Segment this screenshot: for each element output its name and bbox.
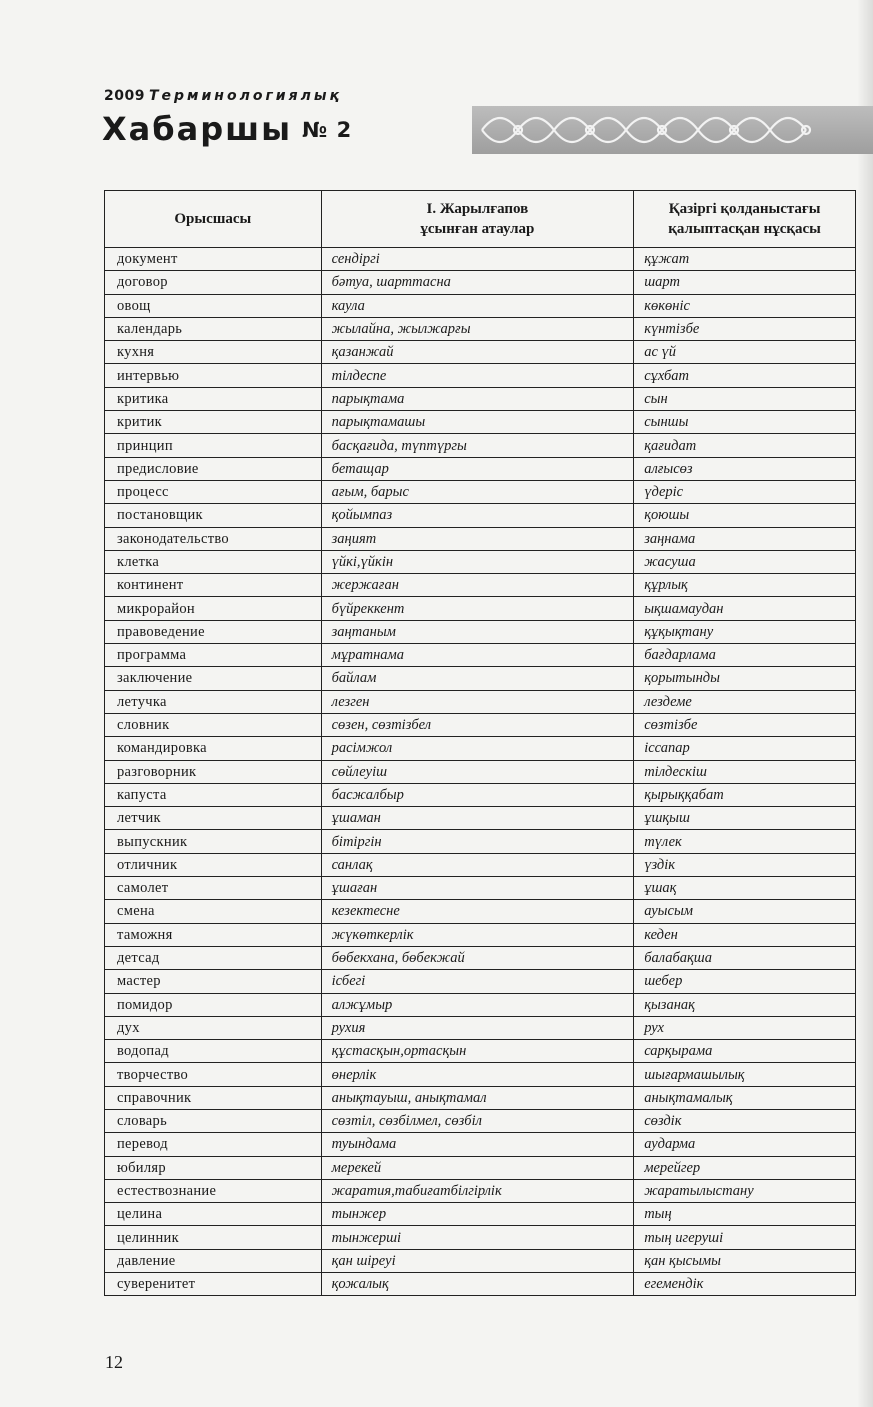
cell-current-term: анықтамалық: [634, 1086, 856, 1109]
table-row: [105, 900, 856, 923]
cell-proposed-term: бөбекхана, бөбекжай: [321, 946, 634, 969]
cell-proposed-term: қожалық: [321, 1273, 634, 1296]
cell-proposed-term: ағым, барыс: [321, 480, 634, 503]
cell-current-term: күнтізбе: [634, 317, 856, 340]
cell-russian-term: правоведение: [105, 620, 322, 643]
cell-proposed-term: мерекей: [321, 1156, 634, 1179]
table-row: [105, 550, 856, 573]
cell-russian-term: творчество: [105, 1063, 322, 1086]
cell-proposed-term: заңтаным: [321, 620, 634, 643]
cell-russian-term: словарь: [105, 1109, 322, 1132]
journal-title-text: Хабаршы: [102, 110, 293, 148]
cell-russian-term: критика: [105, 387, 322, 410]
table-row: [105, 760, 856, 783]
cell-proposed-term: сөзен, сөзтізбел: [321, 713, 634, 736]
cell-russian-term: летчик: [105, 807, 322, 830]
table-row: [105, 248, 856, 271]
cell-current-term: қорытынды: [634, 667, 856, 690]
table-header-row: [105, 191, 856, 248]
table-row: [105, 1273, 856, 1296]
cell-russian-term: кухня: [105, 341, 322, 364]
cell-russian-term: постановщик: [105, 504, 322, 527]
cell-russian-term: командировка: [105, 737, 322, 760]
cell-current-term: ас үй: [634, 341, 856, 364]
table-row: [105, 317, 856, 340]
table-row: [105, 830, 856, 853]
cell-proposed-term: санлақ: [321, 853, 634, 876]
cell-russian-term: континент: [105, 574, 322, 597]
cell-russian-term: овощ: [105, 294, 322, 317]
table-row: [105, 1016, 856, 1039]
cell-current-term: тың: [634, 1203, 856, 1226]
cell-proposed-term: сөйлеуіш: [321, 760, 634, 783]
cell-russian-term: микрорайон: [105, 597, 322, 620]
header-year: 2009: [104, 88, 145, 104]
cell-russian-term: суверенитет: [105, 1273, 322, 1296]
journal-title: [102, 110, 352, 148]
cell-russian-term: интервью: [105, 364, 322, 387]
cell-current-term: ауысым: [634, 900, 856, 923]
cell-proposed-term: ұшаған: [321, 877, 634, 900]
cell-russian-term: законодательство: [105, 527, 322, 550]
table-row: [105, 946, 856, 969]
cell-proposed-term: құстасқын,ортасқын: [321, 1040, 634, 1063]
cell-proposed-term: бітіргін: [321, 830, 634, 853]
cell-russian-term: естествознание: [105, 1179, 322, 1202]
cell-current-term: заңнама: [634, 527, 856, 550]
cell-proposed-term: қан шіреуі: [321, 1249, 634, 1272]
cell-current-term: шарт: [634, 271, 856, 294]
cell-current-term: қоюшы: [634, 504, 856, 527]
table-row: [105, 667, 856, 690]
cell-russian-term: водопад: [105, 1040, 322, 1063]
cell-current-term: ұшақ: [634, 877, 856, 900]
cell-russian-term: дух: [105, 1016, 322, 1039]
table-row: [105, 690, 856, 713]
cell-proposed-term: парықтама: [321, 387, 634, 410]
table-row: [105, 480, 856, 503]
cell-proposed-term: тынжерші: [321, 1226, 634, 1249]
cell-current-term: үдеріс: [634, 480, 856, 503]
cell-current-term: жасуша: [634, 550, 856, 573]
table-row: [105, 1133, 856, 1156]
cell-russian-term: капуста: [105, 783, 322, 806]
table-row: [105, 1063, 856, 1086]
table-row: [105, 1179, 856, 1202]
cell-proposed-term: бетащар: [321, 457, 634, 480]
table-row: [105, 993, 856, 1016]
cell-current-term: сын: [634, 387, 856, 410]
cell-russian-term: перевод: [105, 1133, 322, 1156]
table-row: [105, 620, 856, 643]
table-row: [105, 1086, 856, 1109]
table-row: [105, 737, 856, 760]
cell-current-term: қан қысымы: [634, 1249, 856, 1272]
table-row: [105, 923, 856, 946]
table-row: [105, 644, 856, 667]
cell-current-term: тілдескіш: [634, 760, 856, 783]
cell-current-term: шебер: [634, 970, 856, 993]
cell-current-term: сөздік: [634, 1109, 856, 1132]
cell-russian-term: клетка: [105, 550, 322, 573]
cell-russian-term: целинник: [105, 1226, 322, 1249]
cell-proposed-term: сөзтіл, сөзбілмел, сөзбіл: [321, 1109, 634, 1132]
cell-proposed-term: расімжол: [321, 737, 634, 760]
table-row: [105, 1040, 856, 1063]
cell-proposed-term: бүйреккент: [321, 597, 634, 620]
table-row: [105, 970, 856, 993]
cell-proposed-term: алжұмыр: [321, 993, 634, 1016]
cell-current-term: жаратылыстану: [634, 1179, 856, 1202]
cell-proposed-term: ұшаман: [321, 807, 634, 830]
table-row: [105, 364, 856, 387]
cell-current-term: шығармашылық: [634, 1063, 856, 1086]
header-current: Қазіргі қолданыстағы қалыптасқан нұсқасы: [634, 191, 856, 248]
cell-proposed-term: тілдеспе: [321, 364, 634, 387]
table-row: [105, 1156, 856, 1179]
cell-current-term: лездеме: [634, 690, 856, 713]
cell-russian-term: самолет: [105, 877, 322, 900]
table-row: [105, 411, 856, 434]
table-row: [105, 341, 856, 364]
cell-russian-term: выпускник: [105, 830, 322, 853]
cell-russian-term: процесс: [105, 480, 322, 503]
table-row: [105, 597, 856, 620]
cell-current-term: бағдарлама: [634, 644, 856, 667]
cell-russian-term: отличник: [105, 853, 322, 876]
cell-russian-term: справочник: [105, 1086, 322, 1109]
cell-russian-term: юбиляр: [105, 1156, 322, 1179]
ornament-pattern-icon: [472, 106, 873, 154]
cell-russian-term: календарь: [105, 317, 322, 340]
cell-proposed-term: қойымпаз: [321, 504, 634, 527]
table-row: [105, 387, 856, 410]
cell-proposed-term: заңият: [321, 527, 634, 550]
cell-current-term: қырыққабат: [634, 783, 856, 806]
cell-russian-term: детсад: [105, 946, 322, 969]
table-row: [105, 807, 856, 830]
cell-proposed-term: басқағида, түптүргы: [321, 434, 634, 457]
cell-russian-term: разговорник: [105, 760, 322, 783]
cell-current-term: рух: [634, 1016, 856, 1039]
cell-russian-term: предисловие: [105, 457, 322, 480]
cell-current-term: мерейгер: [634, 1156, 856, 1179]
table-row: [105, 877, 856, 900]
cell-current-term: ұшқыш: [634, 807, 856, 830]
cell-current-term: құқықтану: [634, 620, 856, 643]
cell-russian-term: принцип: [105, 434, 322, 457]
cell-current-term: егемендік: [634, 1273, 856, 1296]
cell-proposed-term: тынжер: [321, 1203, 634, 1226]
cell-proposed-term: жылайна, жылжарғы: [321, 317, 634, 340]
cell-proposed-term: лезген: [321, 690, 634, 713]
table-row: [105, 1203, 856, 1226]
table-row: [105, 271, 856, 294]
cell-proposed-term: қазанжай: [321, 341, 634, 364]
cell-proposed-term: бәтуа, шарттасна: [321, 271, 634, 294]
header-magazine-name: Терминологиялық: [148, 88, 342, 104]
cell-proposed-term: байлам: [321, 667, 634, 690]
cell-current-term: құжат: [634, 248, 856, 271]
cell-current-term: кеден: [634, 923, 856, 946]
cell-proposed-term: каула: [321, 294, 634, 317]
cell-proposed-term: парықтамашы: [321, 411, 634, 434]
cell-proposed-term: жержаған: [321, 574, 634, 597]
cell-current-term: үздік: [634, 853, 856, 876]
page-number: 12: [105, 1352, 123, 1372]
cell-current-term: құрлық: [634, 574, 856, 597]
cell-russian-term: словник: [105, 713, 322, 736]
table-row: [105, 294, 856, 317]
table-row: [105, 1226, 856, 1249]
cell-current-term: алғысөз: [634, 457, 856, 480]
cell-russian-term: программа: [105, 644, 322, 667]
table-row: [105, 1249, 856, 1272]
cell-russian-term: таможня: [105, 923, 322, 946]
cell-russian-term: заключение: [105, 667, 322, 690]
cell-proposed-term: кезектесне: [321, 900, 634, 923]
cell-russian-term: целина: [105, 1203, 322, 1226]
cell-proposed-term: жүкөткерлік: [321, 923, 634, 946]
cell-russian-term: помидор: [105, 993, 322, 1016]
cell-russian-term: документ: [105, 248, 322, 271]
cell-current-term: ықшамаудан: [634, 597, 856, 620]
cell-russian-term: смена: [105, 900, 322, 923]
cell-current-term: аударма: [634, 1133, 856, 1156]
cell-current-term: көкөніс: [634, 294, 856, 317]
table-row: [105, 434, 856, 457]
page-edge-shadow: [857, 0, 873, 1407]
cell-proposed-term: туындама: [321, 1133, 634, 1156]
cell-current-term: іссапар: [634, 737, 856, 760]
cell-proposed-term: үйкі,үйкін: [321, 550, 634, 573]
cell-current-term: тың игеруші: [634, 1226, 856, 1249]
cell-russian-term: мастер: [105, 970, 322, 993]
cell-russian-term: летучка: [105, 690, 322, 713]
cell-proposed-term: сендіргі: [321, 248, 634, 271]
table-row: [105, 853, 856, 876]
cell-current-term: түлек: [634, 830, 856, 853]
table-row: [105, 783, 856, 806]
running-header: [104, 88, 342, 104]
cell-russian-term: договор: [105, 271, 322, 294]
cell-proposed-term: жаратия,табиғатбілгірлік: [321, 1179, 634, 1202]
cell-current-term: балабақша: [634, 946, 856, 969]
cell-current-term: қызанақ: [634, 993, 856, 1016]
cell-proposed-term: мұратнама: [321, 644, 634, 667]
table-row: [105, 527, 856, 550]
cell-current-term: қағидат: [634, 434, 856, 457]
cell-proposed-term: рухия: [321, 1016, 634, 1039]
cell-current-term: сұхбат: [634, 364, 856, 387]
issue-number: № 2: [302, 118, 353, 142]
terminology-table: [104, 190, 856, 1296]
table-row: [105, 574, 856, 597]
cell-proposed-term: өнерлік: [321, 1063, 634, 1086]
cell-current-term: сыншы: [634, 411, 856, 434]
table-row: [105, 1109, 856, 1132]
ornament-band: [472, 106, 873, 154]
header-proposed: I. Жарылғапов ұсынған атаулар: [321, 191, 634, 248]
table-row: [105, 457, 856, 480]
cell-current-term: сарқырама: [634, 1040, 856, 1063]
cell-russian-term: давление: [105, 1249, 322, 1272]
table-row: [105, 504, 856, 527]
cell-russian-term: критик: [105, 411, 322, 434]
header-russian: Орысшасы: [105, 191, 322, 248]
table-row: [105, 713, 856, 736]
cell-proposed-term: анықтауыш, анықтамал: [321, 1086, 634, 1109]
cell-current-term: сөзтізбе: [634, 713, 856, 736]
cell-proposed-term: ісбегі: [321, 970, 634, 993]
cell-proposed-term: басжалбыр: [321, 783, 634, 806]
